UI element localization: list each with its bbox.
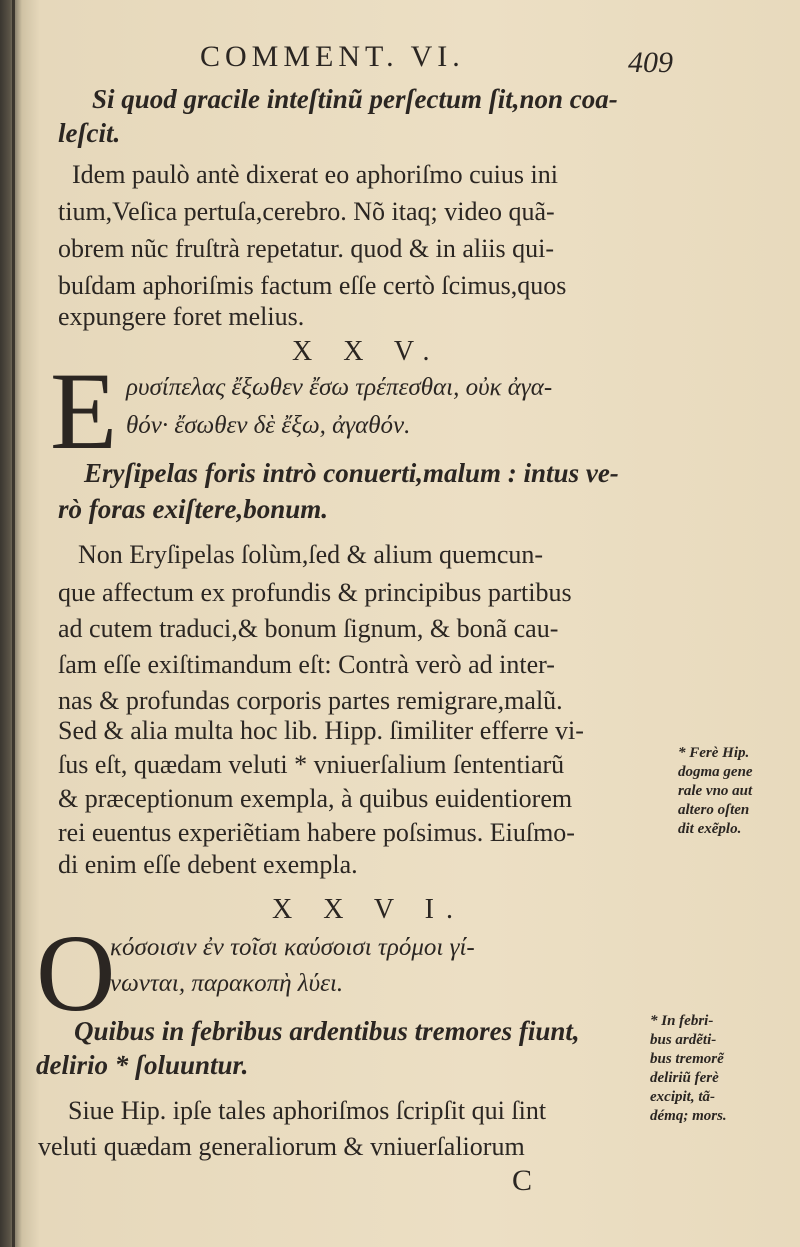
running-header: COMMENT. VI. [200, 40, 465, 73]
latin-translation-line: Eryſipelas foris intrò conuerti,malum : intus ve- [84, 458, 619, 488]
comment-line: nas & profundas corporis partes remigrare,malũ. [58, 686, 563, 715]
greek-line: κόσοισιν ἐν τοῖσι καύσοισι τρόμοι γί- [110, 934, 475, 961]
comment-line: Idem paulò antè dixerat eo aphoriſmo cuius ini [72, 160, 558, 189]
lemma-line: Si quod gracile inteſtinũ perſectum ſit,non coa- [92, 84, 618, 114]
comment-line: tium,Veſica pertuſa,cerebro. Nõ itaq; video quã- [58, 197, 555, 226]
comment-line: veluti quædam generaliorum & vniuerſaliorum [38, 1132, 525, 1161]
folio-number: 409 [628, 46, 673, 79]
drop-cap: O [36, 912, 116, 1034]
aphorism-number: X X V I. [272, 894, 465, 925]
margin-note-line: deliriũ ferè [650, 1070, 719, 1086]
margin-note-line: démq; mors. [650, 1108, 727, 1124]
drop-cap: E [50, 350, 118, 472]
comment-line: Sed & alia multa hoc lib. Hipp. ſimiliter efferre vi- [58, 716, 584, 745]
margin-note-line: dogma gene [678, 764, 753, 780]
comment-line: expungere foret melius. [58, 302, 305, 331]
aphorism-number: X X V. [292, 336, 442, 367]
greek-line: νωνται, παρακοπὴ λύει. [110, 970, 344, 997]
margin-note-line: dit exẽplo. [678, 821, 742, 837]
margin-note [678, 744, 753, 839]
latin-translation-line: rò foras exiſtere,bonum. [58, 494, 328, 524]
comment-line: di enim eſſe debent exempla. [58, 850, 358, 879]
margin-note-line: rale vno aut [678, 783, 753, 799]
comment-line: rei euentus experiẽtiam habere poſsimus. Eiuſmo- [58, 818, 575, 847]
comment-line: obrem nũc fruſtrà repetatur. quod & in aliis qui- [58, 234, 555, 263]
comment-line: ſus eſt, quædam veluti * vniuerſalium ſententiarũ [58, 750, 565, 779]
margin-note-line: * In febri- [650, 1013, 714, 1029]
margin-note-line: bus ardẽti- [650, 1032, 717, 1048]
comment-line: buſdam aphoriſmis factum eſſe certò ſcimus,quos [58, 271, 567, 300]
margin-note [650, 1012, 727, 1126]
comment-line: Siue Hip. ipſe tales aphoriſmos ſcripſit qui ſint [68, 1096, 547, 1125]
margin-note-line: * Ferè Hip. [678, 745, 750, 761]
comment-line: que affectum ex profundis & principibus partibus [58, 578, 572, 607]
margin-note-line: bus tremorẽ [650, 1051, 724, 1067]
lemma-line: leſcit. [58, 118, 121, 148]
comment-line: ad cutem traduci,& bonum ſignum, & bonã cau- [58, 614, 559, 643]
margin-note-line: excipit, tã- [650, 1089, 715, 1105]
greek-line: θόν· ἔσωθεν δὲ ἔξω, ἀγαθόν. [126, 412, 411, 439]
comment-line: ſam eſſe exiſtimandum eſt: Contrà verò ad inter- [58, 650, 555, 679]
latin-translation-line: Quibus in febribus ardentibus tremores fiunt, [74, 1016, 580, 1046]
comment-line: Non Eryſipelas ſolùm,ſed & alium quemcun- [78, 540, 544, 569]
comment-line: & præceptionum exempla, à quibus euidentiorem [58, 784, 573, 813]
latin-translation-line: delirio * ſoluuntur. [36, 1050, 249, 1080]
binding-gutter [12, 0, 15, 1247]
margin-note-line: altero oſten [678, 802, 750, 818]
signature-mark: C [512, 1164, 533, 1197]
greek-line: ρυσίπελας ἔξωθεν ἔσω τρέπεσθαι, οὐκ ἀγα- [126, 374, 553, 401]
